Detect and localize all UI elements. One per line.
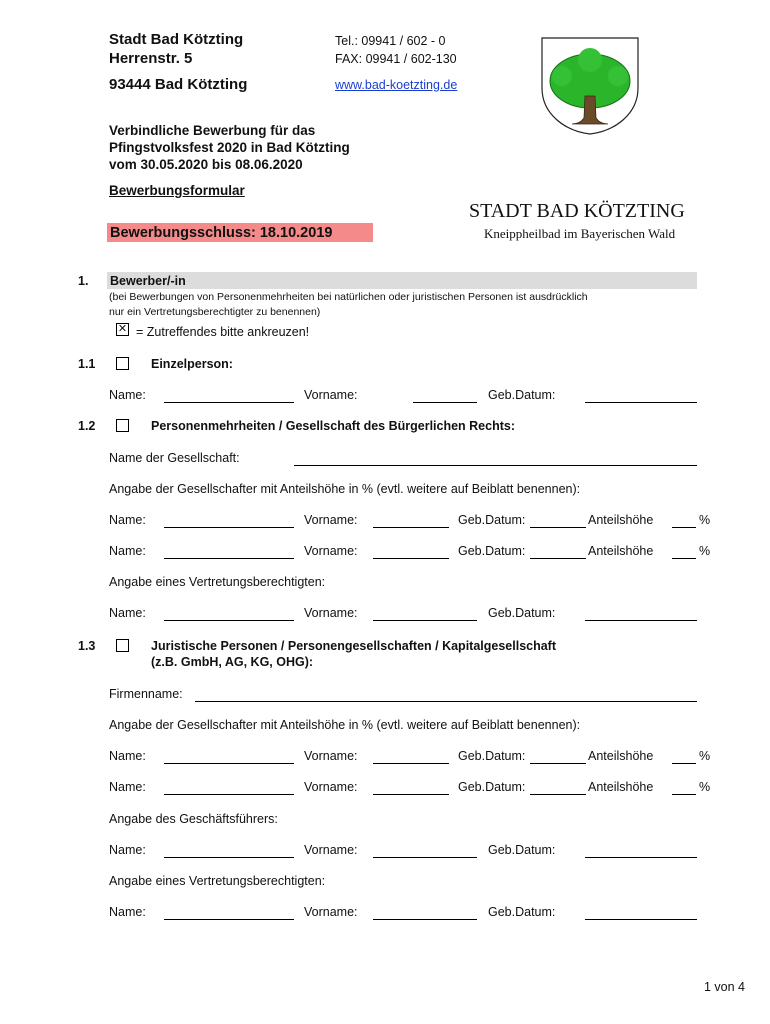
vorname-field[interactable]: [373, 919, 477, 920]
gebdatum-label: Geb.Datum:: [488, 606, 556, 620]
gebdatum-field[interactable]: [530, 794, 586, 795]
vorname-label: Vorname:: [304, 388, 358, 402]
anteil-field[interactable]: [672, 558, 696, 559]
section-1-note-2: nur ein Vertretungsberechtigter zu benennen): [109, 306, 321, 318]
page-number: 1 von 4: [704, 980, 746, 994]
vorname-label: Vorname:: [304, 606, 358, 620]
juristische-person-checkbox[interactable]: [116, 639, 129, 652]
section-1-3-title-1: Juristische Personen / Personengesellschaften / Kapitalgesellschaft: [151, 639, 557, 653]
gebdatum-field[interactable]: [585, 620, 697, 621]
gebdatum-label: Geb.Datum:: [458, 780, 526, 794]
firmname-label: Firmenname:: [109, 687, 183, 701]
percent-sign: %: [699, 749, 711, 763]
vorname-label: Vorname:: [304, 749, 358, 763]
vorname-field[interactable]: [373, 620, 477, 621]
anteil-label: Anteilshöhe: [588, 780, 654, 794]
anteil-field[interactable]: [672, 763, 696, 764]
gebdatum-label: Geb.Datum:: [488, 905, 556, 919]
fax: FAX: 09941 / 602-130: [335, 52, 457, 66]
tel: Tel.: 09941 / 602 - 0: [335, 34, 446, 48]
name-field[interactable]: [164, 402, 294, 403]
vorname-label: Vorname:: [304, 843, 358, 857]
gebdatum-field[interactable]: [530, 558, 586, 559]
representative-heading: Angabe eines Vertretungsberechtigten:: [109, 575, 326, 589]
anteil-label: Anteilshöhe: [588, 749, 654, 763]
shareholders-heading: Angabe der Gesellschafter mit Anteilshöhe in % (evtl. weitere auf Beiblatt benennen):: [109, 718, 581, 732]
company-name-label: Name der Gesellschaft:: [109, 451, 240, 465]
title-line-3: vom 30.05.2020 bis 08.06.2020: [109, 157, 303, 172]
vorname-field[interactable]: [373, 763, 449, 764]
name-label: Name:: [109, 780, 146, 794]
representative-heading: Angabe eines Vertretungsberechtigten:: [109, 874, 326, 888]
anteil-field[interactable]: [672, 794, 696, 795]
website-link[interactable]: www.bad-koetzting.de: [335, 78, 458, 92]
name-field[interactable]: [164, 558, 294, 559]
section-1-number: 1.: [78, 274, 89, 288]
firmname-field[interactable]: [195, 701, 697, 702]
street: Herrenstr. 5: [109, 50, 193, 67]
gebdatum-label: Geb.Datum:: [458, 749, 526, 763]
section-1-3-title-2: (z.B. GmbH, AG, KG, OHG):: [151, 655, 314, 669]
section-1-2-number: 1.2: [78, 419, 96, 433]
gebdatum-label: Geb.Datum:: [488, 843, 556, 857]
vorname-field[interactable]: [373, 558, 449, 559]
percent-sign: %: [699, 780, 711, 794]
vorname-field[interactable]: [373, 794, 449, 795]
name-label: Name:: [109, 749, 146, 763]
brand-tagline: Kneippheilbad im Bayerischen Wald: [484, 226, 676, 241]
vorname-label: Vorname:: [304, 513, 358, 527]
name-label: Name:: [109, 544, 146, 558]
anteil-field[interactable]: [672, 527, 696, 528]
org-name: Stadt Bad Kötzting: [109, 31, 244, 48]
legend-text: = Zutreffendes bitte ankreuzen!: [136, 325, 310, 339]
name-label: Name:: [109, 606, 146, 620]
name-field[interactable]: [164, 527, 294, 528]
title-line-1: Verbindliche Bewerbung für das: [109, 123, 316, 138]
gebdatum-field[interactable]: [530, 763, 586, 764]
section-1-1-number: 1.1: [78, 357, 96, 371]
name-label: Name:: [109, 388, 146, 402]
name-field[interactable]: [164, 857, 294, 858]
gebdatum-label: Geb.Datum:: [488, 388, 556, 402]
name-label: Name:: [109, 905, 146, 919]
example-checked-box: ✕: [117, 323, 128, 335]
brand-town: STADT BAD KÖTZTING: [469, 200, 685, 222]
percent-sign: %: [699, 513, 711, 527]
name-field[interactable]: [164, 763, 294, 764]
vorname-field[interactable]: [373, 527, 449, 528]
anteil-label: Anteilshöhe: [588, 513, 654, 527]
vorname-label: Vorname:: [304, 780, 358, 794]
deadline-banner: Bewerbungsschluss: 18.10.2019: [107, 223, 373, 242]
managers-heading: Angabe des Geschäftsführers:: [109, 812, 278, 826]
title-line-2: Pfingstvolksfest 2020 in Bad Kötzting: [109, 140, 350, 155]
company-name-field[interactable]: [294, 465, 697, 466]
name-label: Name:: [109, 843, 146, 857]
section-1-note-1: (bei Bewerbungen von Personenmehrheiten bei natürlichen oder juristischen Personen ist ausdrücklich: [109, 291, 588, 303]
gebdatum-label: Geb.Datum:: [458, 544, 526, 558]
vorname-field[interactable]: [373, 857, 477, 858]
form-label: Bewerbungsformular: [109, 183, 245, 198]
gesellschaft-checkbox[interactable]: [116, 419, 129, 432]
name-field[interactable]: [164, 794, 294, 795]
coat-of-arms-icon: [540, 36, 640, 136]
gebdatum-field[interactable]: [585, 919, 697, 920]
section-1-3-number: 1.3: [78, 639, 96, 653]
section-1-2-title: Personenmehrheiten / Gesellschaft des Bürgerlichen Rechts:: [151, 419, 516, 433]
name-label: Name:: [109, 513, 146, 527]
gebdatum-field[interactable]: [585, 402, 697, 403]
percent-sign: %: [699, 544, 711, 558]
gebdatum-field[interactable]: [530, 527, 586, 528]
anteil-label: Anteilshöhe: [588, 544, 654, 558]
name-field[interactable]: [164, 620, 294, 621]
einzelperson-checkbox[interactable]: [116, 357, 129, 370]
section-1-title: Bewerber/-in: [107, 272, 697, 289]
shareholders-heading: Angabe der Gesellschafter mit Anteilshöhe in % (evtl. weitere auf Beiblatt benennen):: [109, 482, 581, 496]
vorname-field[interactable]: [413, 402, 477, 403]
gebdatum-label: Geb.Datum:: [458, 513, 526, 527]
vorname-label: Vorname:: [304, 905, 358, 919]
section-1-1-title: Einzelperson:: [151, 357, 233, 371]
city: 93444 Bad Kötzting: [109, 76, 248, 93]
vorname-label: Vorname:: [304, 544, 358, 558]
gebdatum-field[interactable]: [585, 857, 697, 858]
name-field[interactable]: [164, 919, 294, 920]
